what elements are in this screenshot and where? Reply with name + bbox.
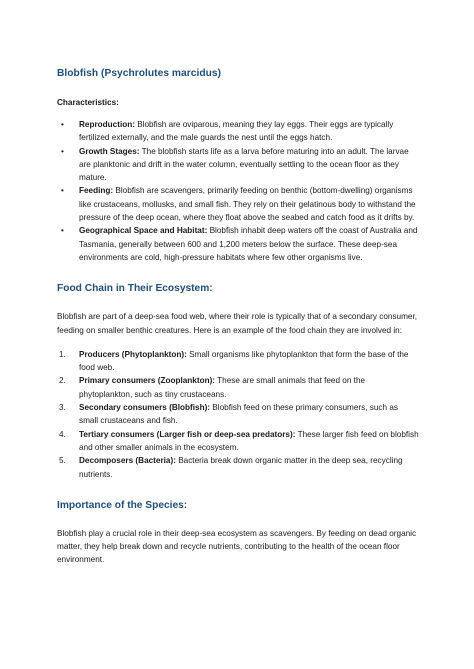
food-chain-heading: Food Chain in Their Ecosystem: (57, 283, 213, 295)
item-text: Blobfish inhabit deep waters off the coast of Australia and Tasmania, generally between 600 and 1,200 meters below the surface. These deep-sea environments are cold, high-pressure habitats where few other organisms live. (79, 226, 418, 262)
characteristics-heading: Characteristics: (57, 98, 119, 107)
item-text: Small organisms like phytoplankton that form the base of the food web. (79, 349, 409, 373)
item-label: Decomposers (Bacteria): (79, 456, 176, 466)
item-text: Blobfish feed on these primary consumers, such as small crustaceans and fish. (79, 403, 398, 426)
item-number: 5. (59, 456, 66, 466)
item-label: Geographical Space and Habitat: (79, 226, 208, 236)
list-item (57, 184, 419, 224)
bullet-icon: • (61, 146, 64, 156)
item-label: Feeding: (79, 186, 114, 196)
item-number: 1. (59, 349, 66, 359)
item-label: Growth Stages: (79, 146, 140, 156)
item-number: 3. (59, 403, 66, 413)
item-text: These are small animals that feed on the phytoplankton, such as tiny crustaceans. (79, 376, 366, 399)
item-label: Tertiary consumers (Larger fish or deep-sea predators): (79, 429, 296, 439)
importance-text: Blobfish play a crucial role in their deep-sea ecosystem as scavengers. By feeding on dead organic matter, they help break down and recycle nutrients, contributing to the health of the ocean floor environment. (57, 528, 417, 565)
item-number: 2. (59, 376, 66, 386)
item-label: Primary consumers (Zooplankton): (79, 376, 216, 386)
bullet-icon: • (61, 186, 64, 196)
characteristics-list (57, 118, 419, 264)
list-item (57, 454, 419, 481)
food-chain-list (57, 348, 419, 481)
bullet-icon: • (61, 226, 64, 236)
item-label: Secondary consumers (Blobfish): (79, 403, 211, 413)
item-text: The blobfish starts life as a larva before maturing into an adult. The larvae are planktonic and drift in the water column, eventually settling to the ocean floor as they mature. (79, 146, 409, 183)
item-text: These larger fish feed on blobfish and other smaller animals in the ecosystem. (79, 429, 419, 452)
item-label: Producers (Phytoplankton): (79, 349, 187, 359)
item-text: Bacteria break down organic matter in the deep sea, recycling nutrients. (79, 456, 403, 479)
item-text: Blobfish are oviparous, meaning they lay eggs. Their eggs are typically fertilized externally, and the male guards the nest until the eggs hatch. (79, 120, 394, 143)
document-content (57, 66, 419, 567)
list-item (57, 224, 419, 264)
item-number: 4. (59, 429, 66, 439)
list-item (57, 118, 419, 145)
list-item (57, 145, 419, 185)
list-item (57, 348, 419, 375)
document-title: Blobfish (Psychrolutes marcidus) (57, 68, 222, 79)
bullet-icon: • (61, 120, 64, 129)
food-chain-intro: Blobfish are part of a deep-sea food web, where their role is typically that of a secondary consumer, feeding on smaller benthic creatures. Here is an example of the food chain they are involved in: (57, 312, 417, 335)
list-item (57, 428, 419, 455)
importance-heading: Importance of the Species: (57, 499, 188, 511)
item-label: Reproduction: (79, 120, 135, 129)
list-item (57, 401, 419, 428)
item-text: Blobfish are scavengers, primarily feeding on benthic (bottom-dwelling) organisms like crustaceans, mollusks, and small fish. They rely on their gelatinous body to withstand the pressure of the deep ocean, where they float above the seabed and catch food as it drifts by. (79, 186, 416, 223)
list-item (57, 374, 419, 401)
